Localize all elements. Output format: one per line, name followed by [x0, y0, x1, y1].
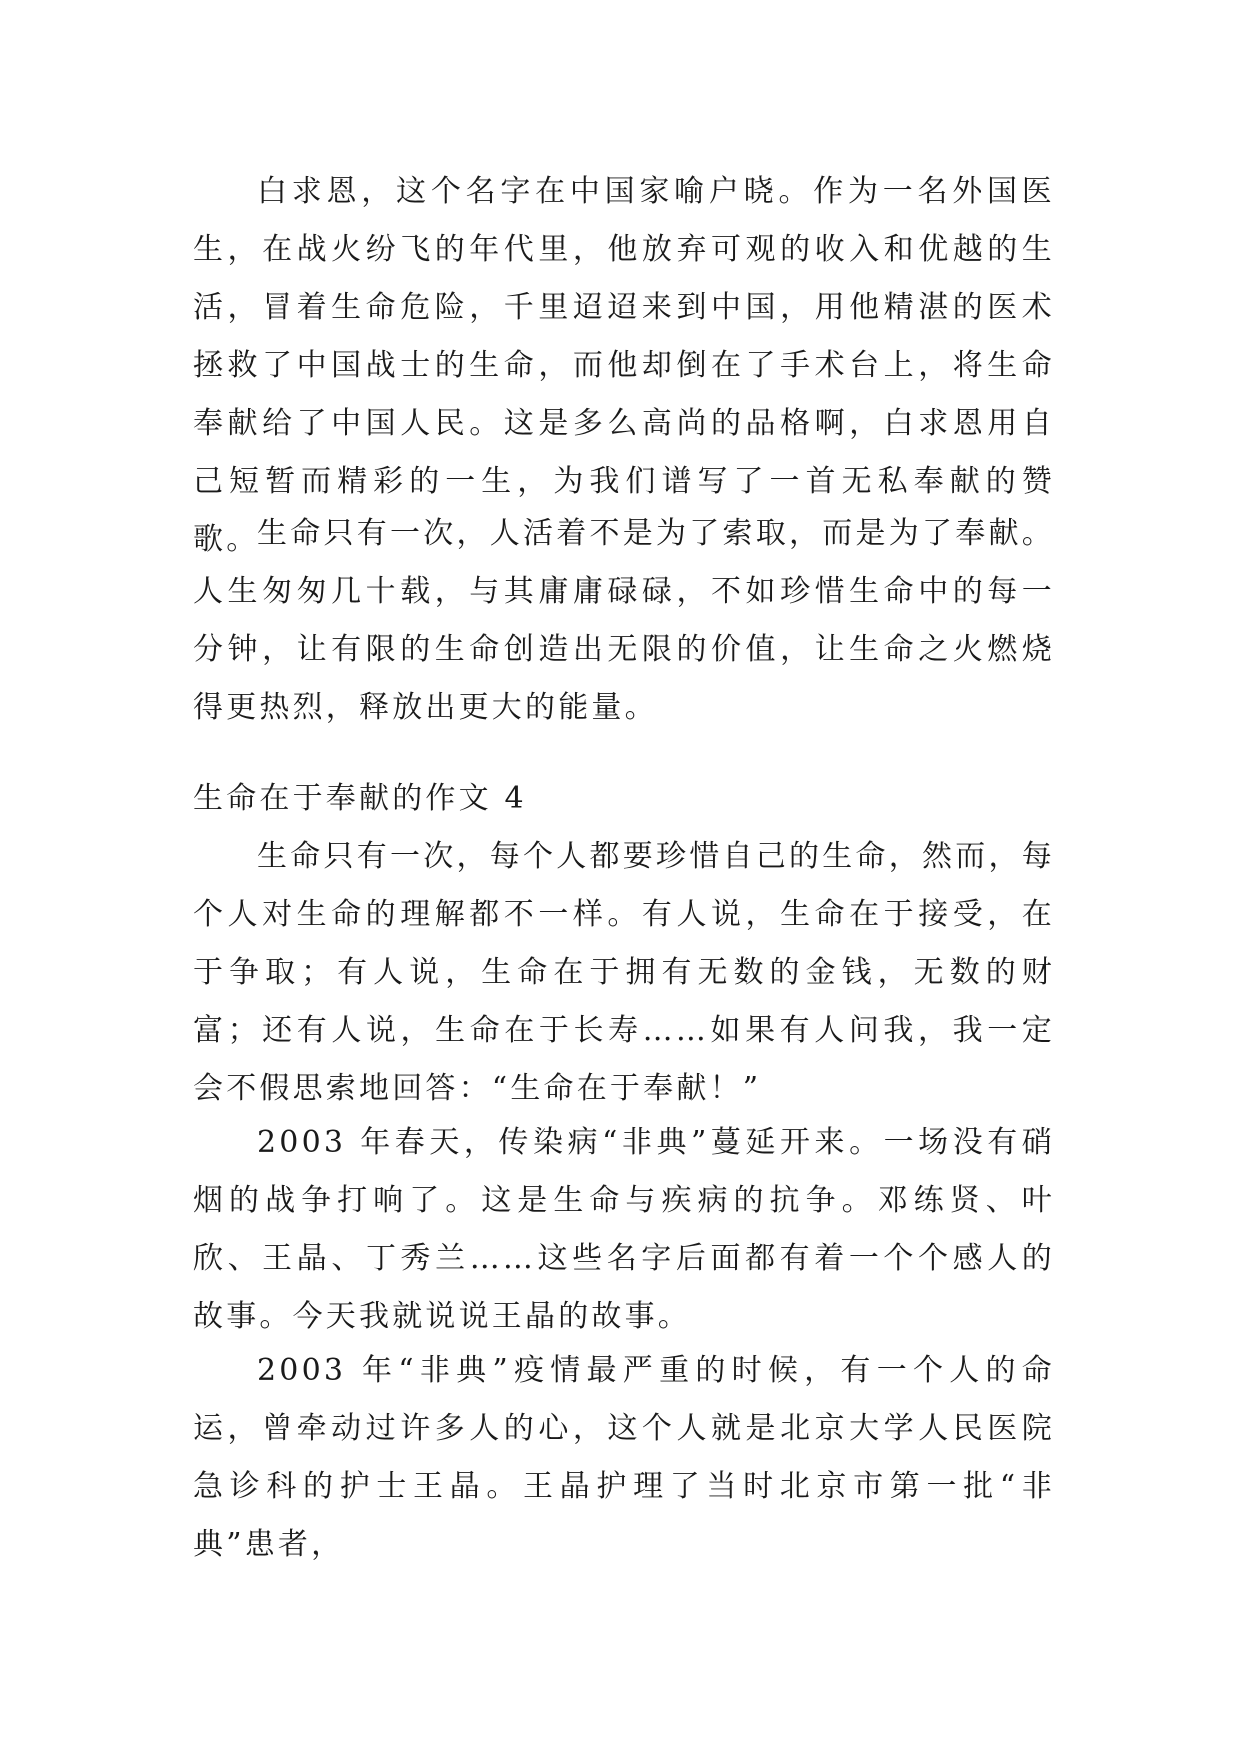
paragraph-text: 白求恩，这个名字在中国家喻户晓。作为一名外国医生，在战火纷飞的年代里，他放弃可观的收入和优越的生活，冒着生命危险，千里迢迢来到中国，用他精湛的医术拯救了中国战士的生命，而他却倒在了手术台上，将生命奉献给了中国人民。这是多么高尚的品格啊，白求恩用自己短暂而精彩的一生，为我们谱写了一首无私奉献的赞歌。	[193, 174, 1055, 557]
paragraph-text: 生命只有一次，人活着不是为了索取，而是为了奉献。人生匆匆几十载，与其庸庸碌碌，不如珍惜生命中的每一分钟，让有限的生命创造出无限的价值，让生命之火燃烧得更热烈，释放出更大的能量。	[193, 516, 1055, 725]
paragraph-text: 生命只有一次，每个人都要珍惜自己的生命，然而，每个人对生命的理解都不一样。有人说，生命在于接受，在于争取；有人说，生命在于拥有无数的金钱，无数的财富；还有人说，生命在于长寿……如果有人问我，我一定会不假思索地回答：“生命在于奉献！”	[193, 839, 1055, 1106]
paragraph-life-meaning	[193, 828, 1055, 1118]
paragraph-wang-jing	[193, 1342, 1055, 1574]
paragraph-text: 2003 年春天，传染病“非典”蔓延开来。一场没有硝烟的战争打响了。这是生命与疾病的抗争。邓练贤、叶欣、王晶、丁秀兰……这些名字后面都有着一个个感人的故事。今天我就说说王晶的故事。	[193, 1125, 1055, 1334]
paragraph-sars-2003	[193, 1114, 1055, 1346]
paragraph-life-dedication	[193, 505, 1055, 737]
section-title: 生命在于奉献的作文 4	[193, 781, 527, 816]
paragraph-text: 2003 年“非典”疫情最严重的时候，有一个人的命运，曾牵动过许多人的心，这个人就是北京大学人民医院急诊科的护士王晶。王晶护理了当时北京市第一批“非典”患者，	[193, 1353, 1055, 1562]
